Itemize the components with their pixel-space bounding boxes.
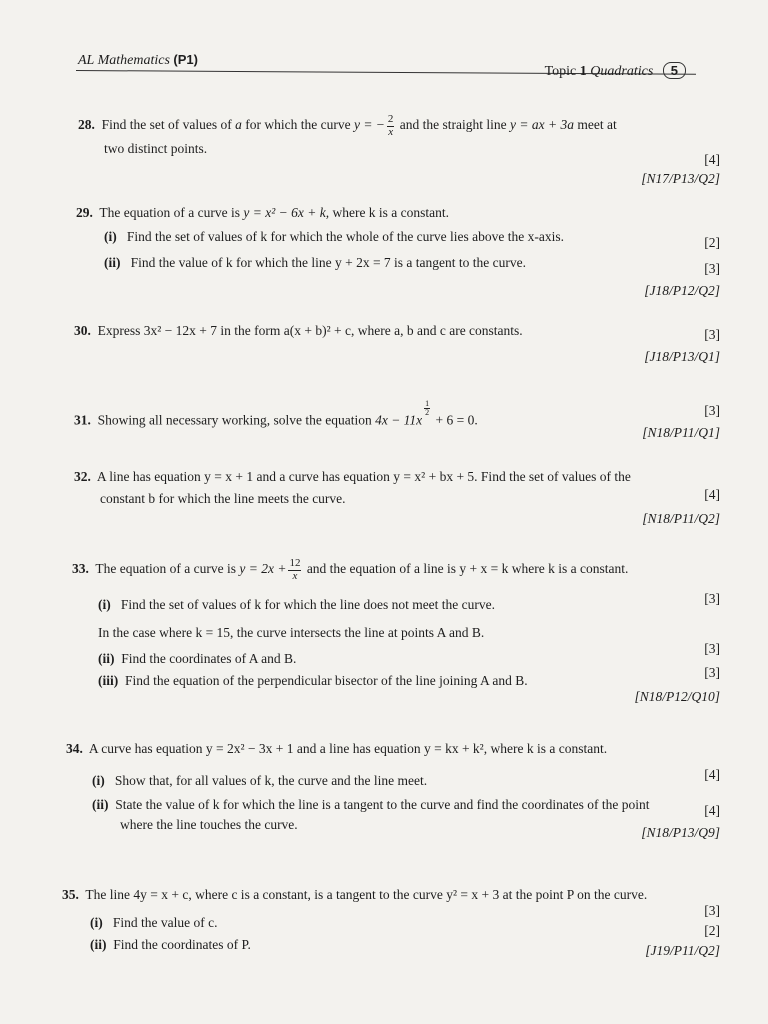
fraction-denominator: x — [388, 125, 394, 138]
equation: y = ax + 3a — [510, 117, 574, 133]
exam-reference: [N18/P13/Q9] — [641, 825, 720, 840]
question-31 — [70, 386, 720, 446]
topic-prefix: Topic — [544, 64, 577, 79]
question-34 — [66, 740, 720, 850]
exam-reference: [N18/P11/Q2] — [642, 511, 720, 526]
exponent-denominator: 2 — [425, 408, 430, 418]
marks: [4] — [704, 767, 720, 782]
part-text: Find the equation of the perpendicular bisector of the line joining A and B. — [125, 673, 528, 688]
question-text: constant b for which the line meets the curve. — [100, 491, 346, 506]
question-number: 28. — [78, 117, 95, 133]
fraction-numerator: 2 — [387, 113, 394, 125]
exam-reference: [N17/P13/Q2] — [641, 171, 720, 186]
fraction — [387, 114, 395, 138]
exam-reference: [J18/P12/Q2] — [644, 283, 720, 298]
page-number: 5 — [663, 62, 686, 79]
question-35 — [62, 880, 720, 970]
part-text: Find the set of values of k for which the line does not meet the curve. — [120, 597, 496, 612]
question-number: 30. — [74, 323, 91, 338]
marks: [4] — [704, 487, 720, 502]
equation: 4x − 11x — [375, 412, 423, 428]
fraction-numerator: 12 — [289, 557, 301, 569]
part-label: (i) — [104, 229, 117, 244]
question-text: A curve has equation y = 2x² − 3x + 1 and a line has equation y = kx + k², where k is a constant. — [88, 741, 608, 756]
question-text: Showing all necessary working, solve the equation — [97, 412, 372, 428]
question-number: 33. — [72, 561, 89, 577]
exam-reference: [N18/P11/Q1] — [642, 425, 720, 440]
question-number: 29. — [76, 205, 93, 220]
question-text: Find the set of values of — [101, 117, 232, 133]
part-text: Find the set of values of k for which the whole of the curve lies above the x-axis. — [126, 229, 565, 244]
part-label: (i) — [92, 773, 105, 788]
question-28 — [70, 108, 720, 188]
fraction-denominator: x — [292, 569, 298, 582]
marks: [3] — [704, 903, 720, 918]
part-label: (i) — [90, 915, 103, 930]
part-label: (ii) — [104, 255, 121, 270]
question-text: for which the curve — [245, 117, 351, 133]
part-text: Find the coordinates of P. — [113, 937, 251, 952]
exponent-numerator: 1 — [425, 399, 430, 408]
paper-label: (P1) — [173, 52, 198, 67]
part-label: (ii) — [92, 797, 109, 812]
question-text: The line 4y = x + c, where c is a constant, is a tangent to the curve y² = x + 3 at the point P on the curve. — [85, 887, 648, 902]
question-text: and the equation of a line is y + x = k where k is a constant. — [306, 561, 629, 577]
question-text: meet at — [577, 117, 617, 133]
exam-reference: [J18/P13/Q1] — [644, 349, 720, 364]
question-text: two distinct points. — [104, 141, 208, 156]
part-text: Find the coordinates of A and B. — [121, 651, 297, 666]
part-text: Show that, for all values of k, the curve and the line meet. — [114, 773, 428, 788]
exam-reference: [J19/P11/Q2] — [645, 943, 720, 958]
marks: [3] — [704, 591, 720, 606]
fraction — [288, 558, 301, 582]
equation: y = x² − 6x + k, — [243, 205, 330, 220]
question-text: where k is a constant. — [332, 205, 450, 220]
question-29 — [70, 206, 720, 301]
equation: + 6 = 0. — [435, 412, 478, 428]
topic-name: Quadratics — [590, 64, 654, 79]
marks: [3] — [704, 403, 720, 418]
question-text: and the straight line — [399, 117, 507, 133]
variable: a — [235, 117, 242, 133]
topic-heading — [545, 62, 686, 80]
question-text: The equation of a curve is — [95, 561, 236, 577]
question-text: Express 3x² − 12x + 7 in the form a(x + b)² + c, where a, b and c are constants. — [97, 323, 523, 338]
question-text: In the case where k = 15, the curve intersects the line at points A and B. — [98, 625, 485, 640]
marks: [3] — [704, 641, 720, 656]
part-text: State the value of k for which the line is a tangent to the curve and find the coordinates of the point — [115, 797, 650, 812]
part-text: Find the value of c. — [112, 915, 218, 930]
course-name: AL Mathematics — [78, 53, 170, 68]
part-label: (ii) — [98, 651, 115, 666]
part-label: (ii) — [90, 937, 107, 952]
question-33 — [70, 556, 720, 706]
marks: [2] — [704, 923, 720, 938]
exam-reference: [N18/P12/Q10] — [634, 689, 720, 704]
part-label: (i) — [98, 597, 111, 612]
part-text: Find the value of k for which the line y + 2x = 7 is a tangent to the curve. — [130, 255, 527, 270]
question-number: 34. — [66, 741, 83, 756]
fractional-exponent — [424, 400, 430, 418]
marks: [3] — [704, 261, 720, 276]
part-label: (iii) — [98, 673, 119, 688]
marks: [3] — [704, 327, 720, 342]
marks: [3] — [704, 665, 720, 680]
marks: [4] — [704, 803, 720, 818]
equation: y = 2x + — [239, 561, 287, 577]
question-number: 31. — [74, 412, 91, 428]
question-text: The equation of a curve is — [99, 205, 240, 220]
equation: y = − — [353, 117, 385, 133]
question-number: 35. — [62, 887, 79, 902]
question-number: 32. — [74, 469, 91, 484]
question-text: A line has equation y = x + 1 and a curve has equation y = x² + bx + 5. Find the set of values of the — [96, 469, 631, 484]
topic-number: 1 — [579, 64, 587, 79]
part-text: where the line touches the curve. — [120, 817, 298, 832]
marks: [4] — [704, 152, 720, 167]
question-32 — [70, 468, 720, 532]
marks: [2] — [704, 235, 720, 250]
question-30 — [70, 322, 720, 372]
course-title — [78, 52, 198, 69]
